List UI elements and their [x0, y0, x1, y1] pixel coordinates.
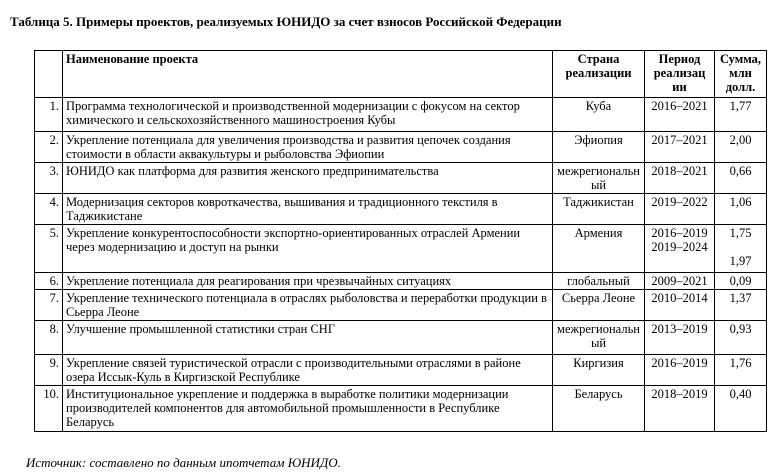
row-name: Модернизация секторов ковроткачества, вышивания и традиционного текстиля в Таджикистане — [63, 194, 553, 225]
row-name: Укрепление потенциала для увеличения производства и развития цепочек создания стоимости в области аквакультуры и рыболовства Эфиопии — [63, 132, 553, 163]
row-sum: 1,06 — [715, 194, 767, 225]
row-sum: 2,00 — [715, 132, 767, 163]
row-country: межрегиональный — [553, 163, 645, 194]
row-sum: 0,66 — [715, 163, 767, 194]
row-country: Армения — [553, 225, 645, 273]
header-name: Наименование проекта — [63, 51, 553, 98]
row-period: 2016–2021 — [645, 98, 715, 132]
row-sum: 1,77 — [715, 98, 767, 132]
projects-table — [34, 50, 767, 432]
table-row — [35, 386, 767, 432]
row-country: Эфиопия — [553, 132, 645, 163]
header-period-line1: Период — [658, 52, 701, 66]
source-note: Источник: составлено по данным ипотчетам ЮНИДО. — [26, 455, 341, 470]
row-country: Таджикистан — [553, 194, 645, 225]
table-row — [35, 98, 767, 132]
header-period — [645, 51, 715, 98]
row-name: Укрепление технического потенциала в отраслях рыболовства и переработки продукции в Сьерра Леоне — [63, 290, 553, 321]
row-sum: 0,93 — [715, 321, 767, 355]
row-num: 3. — [35, 163, 63, 194]
row-num: 4. — [35, 194, 63, 225]
row-name: ЮНИДО как платформа для развития женского предпринимательства — [63, 163, 553, 194]
row-sum-1: 1,75 — [729, 226, 752, 240]
row-sum: 1,76 — [715, 355, 767, 386]
row-country: Сьерра Леоне — [553, 290, 645, 321]
row-period: 2010–2014 — [645, 290, 715, 321]
row-num: 8. — [35, 321, 63, 355]
table-row — [35, 290, 767, 321]
row-period-1: 2016–2019 — [651, 226, 708, 240]
row-sum: 1,37 — [715, 290, 767, 321]
row-num: 9. — [35, 355, 63, 386]
row-name: Программа технологической и производственной модернизации с фокусом на сектор химического и сельскохозяйственного машиностроения Кубы — [63, 98, 553, 132]
row-country: межрегиональный — [553, 321, 645, 355]
row-num: 5. — [35, 225, 63, 273]
table-title: Таблица 5. Примеры проектов, реализуемых ЮНИДО за счет взносов Российской Федерации — [10, 14, 562, 29]
header-num — [35, 51, 63, 98]
table-row — [35, 132, 767, 163]
row-num: 1. — [35, 98, 63, 132]
header-country-line1: Страна — [577, 52, 620, 66]
table-row — [35, 225, 767, 273]
header-sum — [715, 51, 767, 98]
table-row — [35, 273, 767, 290]
row-period: 2013–2019 — [645, 321, 715, 355]
row-name: Укрепление конкурентоспособности экспортно-ориентированных отраслей Армении через модернизацию и доступ на рынки — [63, 225, 553, 273]
row-country: глобальный — [553, 273, 645, 290]
row-sum — [715, 225, 767, 273]
table-row — [35, 163, 767, 194]
header-sum-line3: долл. — [725, 80, 756, 94]
row-period: 2019–2022 — [645, 194, 715, 225]
row-period: 2009–2021 — [645, 273, 715, 290]
row-name: Институциональное укрепление и поддержка в выработке политики модернизации производителей компонентов для автомобильной промышленности в Республике Беларусь — [63, 386, 553, 432]
row-num: 7. — [35, 290, 63, 321]
header-country-line2: реализации — [565, 66, 632, 80]
row-sum: 0,40 — [715, 386, 767, 432]
row-num: 6. — [35, 273, 63, 290]
row-name: Укрепление связей туристической отрасли с производительными отраслями в районе озера Иссык-Куль в Киргизской Республике — [63, 355, 553, 386]
row-name: Улучшение промышленной статистики стран СНГ — [63, 321, 553, 355]
row-num: 10. — [35, 386, 63, 432]
row-country: Беларусь — [553, 386, 645, 432]
row-period-2: 2019–2024 — [651, 240, 708, 254]
table-row — [35, 194, 767, 225]
row-name: Укрепление потенциала для реагирования при чрезвычайных ситуациях — [63, 273, 553, 290]
row-period: 2017–2021 — [645, 132, 715, 163]
row-period — [645, 225, 715, 273]
header-country — [553, 51, 645, 98]
row-period: 2018–2021 — [645, 163, 715, 194]
row-country: Киргизия — [553, 355, 645, 386]
header-sum-line2: млн — [729, 66, 752, 80]
row-period: 2016–2019 — [645, 355, 715, 386]
row-period: 2018–2019 — [645, 386, 715, 432]
table-row — [35, 321, 767, 355]
row-sum-2: 1,97 — [729, 254, 752, 268]
table-row — [35, 355, 767, 386]
row-country: Куба — [553, 98, 645, 132]
row-num: 2. — [35, 132, 63, 163]
table-header-row — [35, 51, 767, 98]
row-sum: 0,09 — [715, 273, 767, 290]
header-period-line2: реализац — [653, 66, 706, 80]
header-sum-line1: Сумма, — [719, 52, 762, 66]
header-period-line3: ии — [672, 80, 687, 94]
